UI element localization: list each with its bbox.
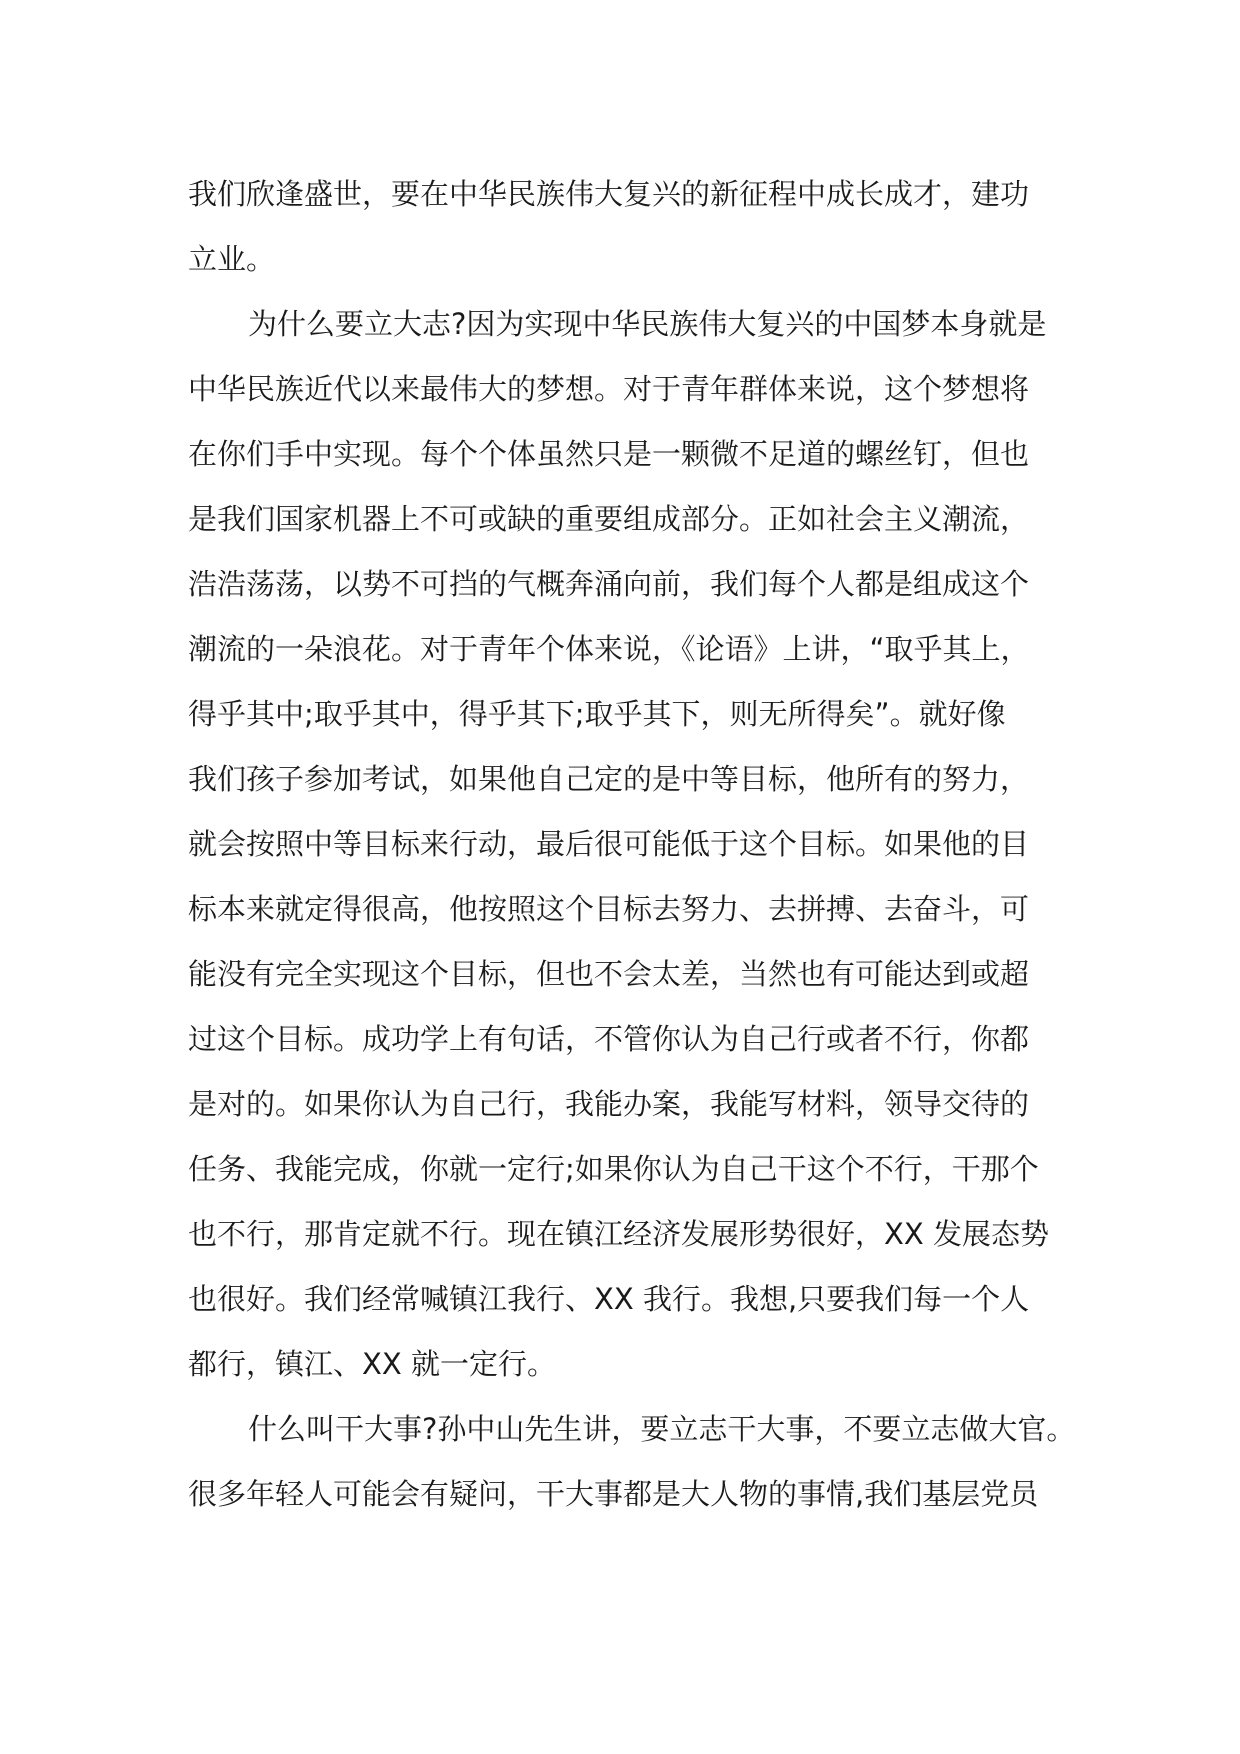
- text-line: 就会按照中等目标来行动，最后很可能低于这个目标。如果他的目: [188, 827, 1030, 861]
- text-line: 很多年轻人可能会有疑问，干大事都是大人物的事情,我们基层党员: [188, 1477, 1039, 1511]
- paragraph-first-line: 为什么要立大志?因为实现中华民族伟大复兴的中国梦本身就是: [248, 307, 1047, 341]
- text-line: 也不行，那肯定就不行。现在镇江经济发展形势很好，XX 发展态势: [188, 1217, 1049, 1251]
- text-line: 得乎其中;取乎其中，得乎其下;取乎其下，则无所得矣”。就好像: [188, 697, 1006, 731]
- text-line: 潮流的一朵浪花。对于青年个体来说，《论语》上讲，“取乎其上，: [188, 632, 1030, 666]
- text-line: 在你们手中实现。每个个体虽然只是一颗微不足道的螺丝钉，但也: [188, 437, 1030, 471]
- paragraph-first-line: 什么叫干大事?孙中山先生讲，要立志干大事，不要立志做大官。: [248, 1412, 1076, 1446]
- text-line: 立业。: [188, 242, 276, 276]
- document-body: [188, 162, 1076, 1527]
- text-line: 我们欣逢盛世，要在中华民族伟大复兴的新征程中成长成才，建功: [188, 177, 1030, 211]
- text-line: 任务、我能完成，你就一定行;如果你认为自己干这个不行，干那个: [188, 1152, 1039, 1186]
- text-line: 标本来就定得很高，他按照这个目标去努力、去拼搏、去奋斗，可: [188, 892, 1030, 926]
- text-line: 中华民族近代以来最伟大的梦想。对于青年群体来说，这个梦想将: [188, 372, 1030, 406]
- text-line: 我们孩子参加考试，如果他自己定的是中等目标，他所有的努力，: [188, 762, 1030, 796]
- text-line: 能没有完全实现这个目标，但也不会太差，当然也有可能达到或超: [188, 957, 1030, 991]
- text-line: 也很好。我们经常喊镇江我行、XX 我行。我想,只要我们每一个人: [188, 1282, 1030, 1316]
- text-line: 都行，镇江、XX 就一定行。: [188, 1347, 556, 1381]
- text-line: 过这个目标。成功学上有句话，不管你认为自己行或者不行，你都: [188, 1022, 1030, 1056]
- text-line: 是我们国家机器上不可或缺的重要组成部分。正如社会主义潮流，: [188, 502, 1030, 536]
- text-line: 是对的。如果你认为自己行，我能办案，我能写材料，领导交待的: [188, 1087, 1030, 1121]
- text-line: 浩浩荡荡，以势不可挡的气概奔涌向前，我们每个人都是组成这个: [188, 567, 1030, 601]
